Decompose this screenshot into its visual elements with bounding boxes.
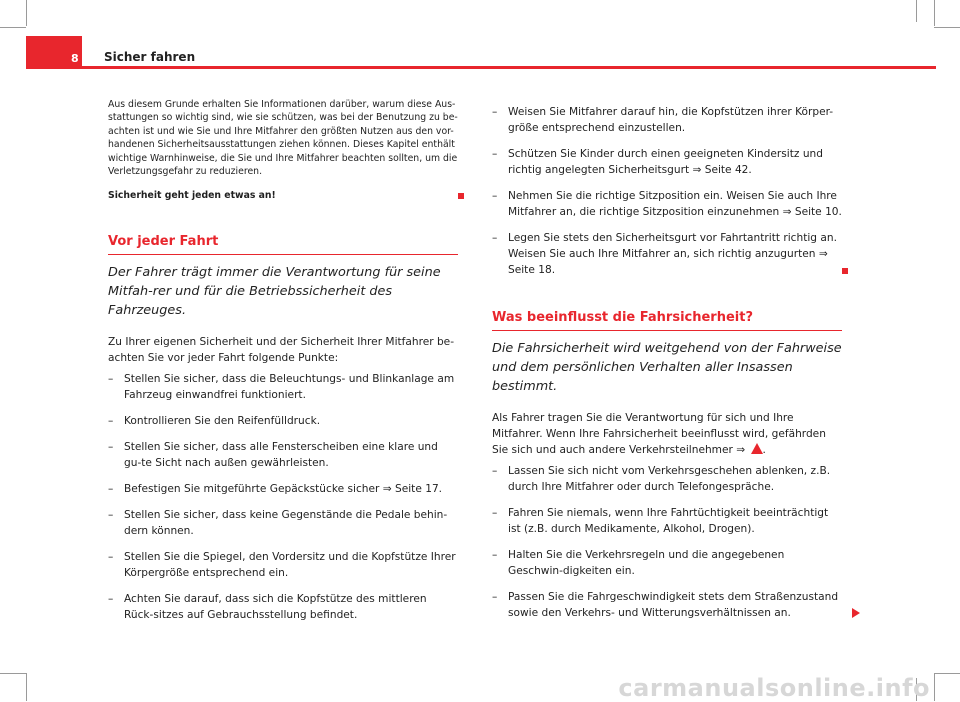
end-square-icon	[458, 193, 464, 199]
list-item-text: Passen Sie die Fahrgeschwindigkeit stets dem Straßenzustand sowie den Verkehrs- und Witterungsverhältnissen an.	[508, 591, 839, 619]
paragraph-end: .	[762, 444, 766, 456]
continue-arrow-icon	[852, 608, 860, 618]
crop-mark	[916, 0, 917, 22]
warning-triangle-icon[interactable]	[751, 443, 763, 454]
list-item: – Achten Sie darauf, dass sich die Kopfstütze des mittleren Rück-sitzes auf Gebrauchsstellung befindet.	[108, 591, 458, 623]
list-item: – Stellen Sie die Spiegel, den Vordersitz und die Kopfstütze Ihrer Körpergröße entsprechend ein.	[108, 549, 458, 581]
crop-mark	[934, 27, 960, 28]
list-item	[492, 589, 842, 621]
crop-mark	[934, 673, 935, 701]
page-number: 8	[71, 52, 79, 65]
list-item: – Kontrollieren Sie den Reifenfülldruck.	[108, 413, 458, 429]
header-rule	[26, 66, 936, 69]
section-heading: Vor jeder Fahrt	[108, 234, 458, 255]
crop-mark	[26, 673, 27, 701]
section-paragraph	[492, 410, 842, 458]
watermark: carmanualsonline.info	[618, 674, 930, 702]
chapter-title: Sicher fahren	[104, 50, 196, 64]
list-item: – Nehmen Sie die richtige Sitzposition ein. Weisen Sie auch Ihre Mitfahrer an, die richtige Sitzposition einzunehmen ⇒ Seite 10.	[492, 188, 842, 220]
list-item: – Stellen Sie sicher, dass die Beleuchtungs- und Blinkanlage am Fahrzeug einwandfrei funktioniert.	[108, 371, 458, 403]
list-item: – Lassen Sie sich nicht vom Verkehrsgeschehen ablenken, z.B. durch Ihre Mitfahrer oder durch Telefongespräche.	[492, 463, 842, 495]
list-item	[492, 230, 842, 278]
list-item: – Halten Sie die Verkehrsregeln und die angegebenen Geschwin-digkeiten ein.	[492, 547, 842, 579]
checklist	[492, 104, 842, 278]
list-item: – Schützen Sie Kinder durch einen geeigneten Kindersitz und richtig angelegten Sicherheitsgurt ⇒ Seite 42.	[492, 146, 842, 178]
list-item: – Befestigen Sie mitgeführte Gepäckstücke sicher ⇒ Seite 17.	[108, 481, 458, 497]
bold-statement	[108, 190, 458, 201]
crop-mark	[0, 27, 26, 28]
list-item: – Stellen Sie sicher, dass keine Gegenstände die Pedale behin-dern können.	[108, 507, 458, 539]
list-item: – Weisen Sie Mitfahrer darauf hin, die Kopfstützen ihrer Körper-größe entsprechend einzustellen.	[492, 104, 842, 136]
left-column	[108, 98, 458, 633]
checklist	[108, 371, 458, 623]
crop-mark	[0, 673, 26, 674]
section-paragraph-text: Als Fahrer tragen Sie die Verantwortung für sich und Ihre Mitfahrer. Wenn Ihre Fahrsicherheit beeinflusst wird, gefährden Sie sich und auch andere Verkehrsteilnehmer ⇒	[492, 412, 826, 456]
section-subheading: Die Fahrsicherheit wird weitgehend von der Fahrweise und dem persönlichen Verhalten aller Insassen bestimmt.	[492, 341, 842, 394]
section-subheading: Der Fahrer trägt immer die Verantwortung für seine Mitfah-rer und für die Betriebssicherheit des Fahrzeuges.	[108, 265, 441, 319]
list-item: – Stellen Sie sicher, dass alle Fensterscheiben eine klare und gu-te Sicht nach außen gewährleisten.	[108, 439, 458, 471]
right-column	[492, 104, 842, 631]
list-item-text: Legen Sie stets den Sicherheitsgurt vor Fahrtantritt richtig an. Weisen Sie auch Ihre Mitfahrer an, sich richtig anzugurten ⇒ Seite 18.	[508, 232, 837, 276]
end-square-icon	[842, 268, 848, 274]
crop-mark	[26, 0, 27, 26]
intro-paragraph: Aus diesem Grunde erhalten Sie Informationen darüber, warum diese Aus-stattungen so wichtig sind, wie sie schützen, was bei der Benutzung zu be-achten ist und wie Sie und Ihre Mitfahrer den größten Nutzen aus den vor-handenen Sicherheitsausstattungen ziehen können. Dieses Kapitel enthält wichtige Warnhinweise, die Sie und Ihre Mitfahrer beachten sollten, um die Verletzungsgefahr zu reduzieren.	[108, 99, 458, 178]
crop-mark	[934, 0, 935, 26]
list-item: – Fahren Sie niemals, wenn Ihre Fahrtüchtigkeit beeinträchtigt ist (z.B. durch Medikamente, Alkohol, Drogen).	[492, 505, 842, 537]
section-heading: Was beeinflusst die Fahrsicherheit?	[492, 310, 842, 331]
bold-statement-text: Sicherheit geht jeden etwas an!	[108, 190, 276, 202]
section-paragraph: Zu Ihrer eigenen Sicherheit und der Sicherheit Ihrer Mitfahrer be-achten Sie vor jeder Fahrt folgende Punkte:	[108, 336, 455, 365]
crop-mark	[934, 673, 960, 674]
checklist	[492, 463, 842, 621]
